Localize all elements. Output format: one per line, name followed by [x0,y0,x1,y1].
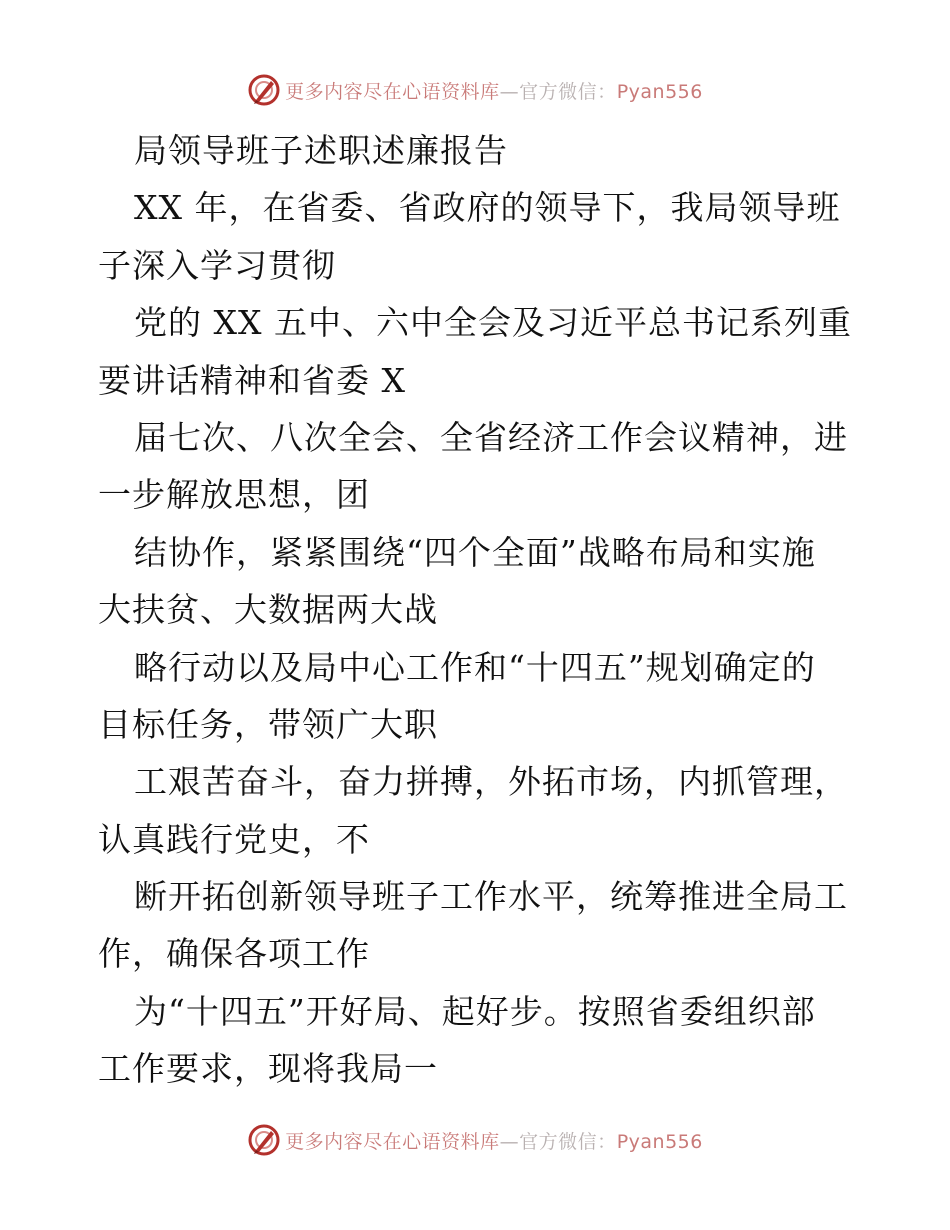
text-line: 为“十四五”开好局、起好步。按照省委组织部 [134,991,816,1031]
watermark-main: 更多内容尽在心语资料库 [285,1130,500,1153]
text-line: 党的 XX 五中、六中全会及习近平总书记系列重 [134,303,852,343]
text-line: 工艰苦奋斗，奋力拼搏，外拓市场，内抓管理， [134,762,848,802]
watermark-text [285,1127,703,1154]
text-line: 届七次、八次全会、全省经济工作会议精神，进 [134,417,848,457]
text-line: 目标任务，带领广大职 [98,704,438,744]
footer-watermark [0,1120,950,1160]
text-line: 作，确保各项工作 [98,934,370,974]
document-title: 局领导班子述职述廉报告 [134,131,508,170]
text-line: 大扶贫、大数据两大战 [98,590,438,630]
text-line: 要讲话精神和省委 X [98,360,406,400]
text-line: 子深入学习贯彻 [98,245,336,285]
watermark-separator: —官方微信： [499,80,617,103]
watermark-text [285,77,703,104]
text-line: 一步解放思想，团 [98,475,370,515]
text-line: 断开拓创新领导班子工作水平，统筹推进全局工 [134,877,848,917]
watermark-separator: —官方微信： [499,1130,617,1153]
text-line: XX 年，在省委、省政府的领导下，我局领导班 [134,188,841,228]
document-body [98,122,858,1098]
watermark-account: Pyan556 [616,80,703,103]
watermark-logo-icon [247,73,281,107]
text-line: 认真践行党史，不 [98,819,370,859]
text-line: 结协作，紧紧围绕“四个全面”战略布局和实施 [134,532,816,572]
watermark-logo-icon [247,1123,281,1157]
text-line: 工作要求，现将我局一 [98,1049,438,1089]
text-line: 略行动以及局中心工作和“十四五”规划确定的 [134,647,816,687]
watermark-account: Pyan556 [616,1130,703,1153]
watermark-main: 更多内容尽在心语资料库 [285,80,500,103]
header-watermark [0,70,950,110]
